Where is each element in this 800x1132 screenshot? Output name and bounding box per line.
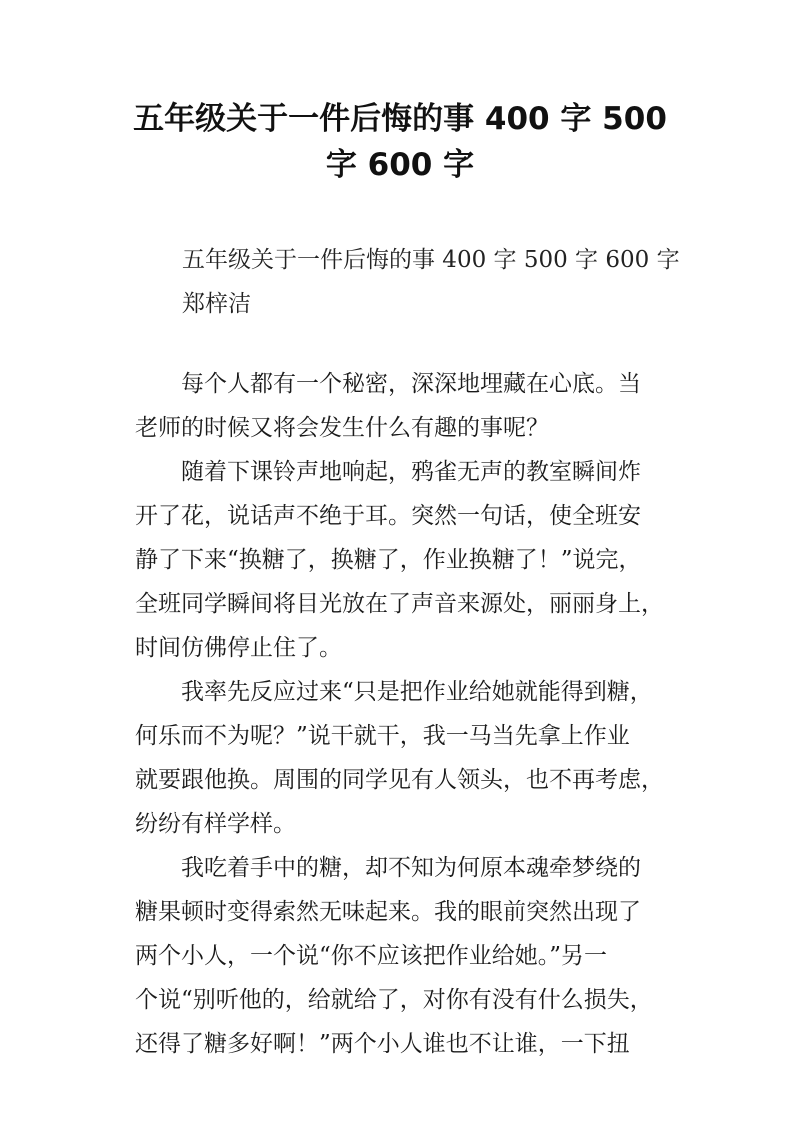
paragraph-line: 时间仿佛停止住了。 [135, 635, 342, 661]
paragraph-line: 全班同学瞬间将目光放在了声音来源处，丽丽身上， [135, 591, 664, 617]
paragraph-line: 纷纷有样学样。 [135, 811, 296, 837]
subtitle: 五年级关于一件后悔的事 400 字 500 字 600 字 [182, 247, 680, 273]
paragraph-line: 糖果顿时变得索然无味起来。我的眼前突然出现了 [135, 899, 641, 925]
paragraph-line: 开了花，说话声不绝于耳。突然一句话，使全班安 [135, 503, 641, 529]
title-line-1: 五年级关于一件后悔的事 400 字 500 [133, 101, 667, 137]
paragraph-line: 我率先反应过来“只是把作业给她就能得到糖， [181, 679, 653, 705]
paragraph-line: 随着下课铃声地响起，鸦雀无声的教室瞬间炸 [181, 459, 641, 485]
paragraph-4 [135, 846, 659, 1066]
paragraph-line: 还得了糖多好啊！”两个小人谁也不让谁，一下扭 [135, 1031, 630, 1057]
title-line-2: 字 600 字 [325, 147, 475, 183]
paragraph-line: 每个人都有一个秘密，深深地埋藏在心底。当 [181, 371, 641, 397]
document-title [100, 96, 700, 188]
paragraph-line: 就要跟他换。周围的同学见有人领头，也不再考虑， [135, 767, 664, 793]
paragraph-line: 静了下来“换糖了，换糖了，作业换糖了！”说完， [135, 547, 642, 573]
article-body [135, 362, 664, 1066]
paragraph-3 [135, 670, 664, 846]
subtitle-block [182, 238, 682, 326]
paragraph-1 [135, 362, 659, 450]
paragraph-2 [135, 450, 664, 670]
paragraph-line: 老师的时候又将会发生什么有趣的事呢？ [135, 415, 549, 441]
author-name: 郑梓洁 [182, 291, 251, 317]
paragraph-line: 个说“别听他的，给就给了，对你有没有什么损失， [135, 987, 653, 1013]
paragraph-line: 何乐而不为呢？”说干就干，我一马当先拿上作业 [135, 723, 630, 749]
paragraph-line: 我吃着手中的糖，却不知为何原本魂牵梦绕的 [181, 855, 641, 881]
paragraph-line: 两个小人，一个说“你不应该把作业给她。”另一 [135, 943, 608, 969]
